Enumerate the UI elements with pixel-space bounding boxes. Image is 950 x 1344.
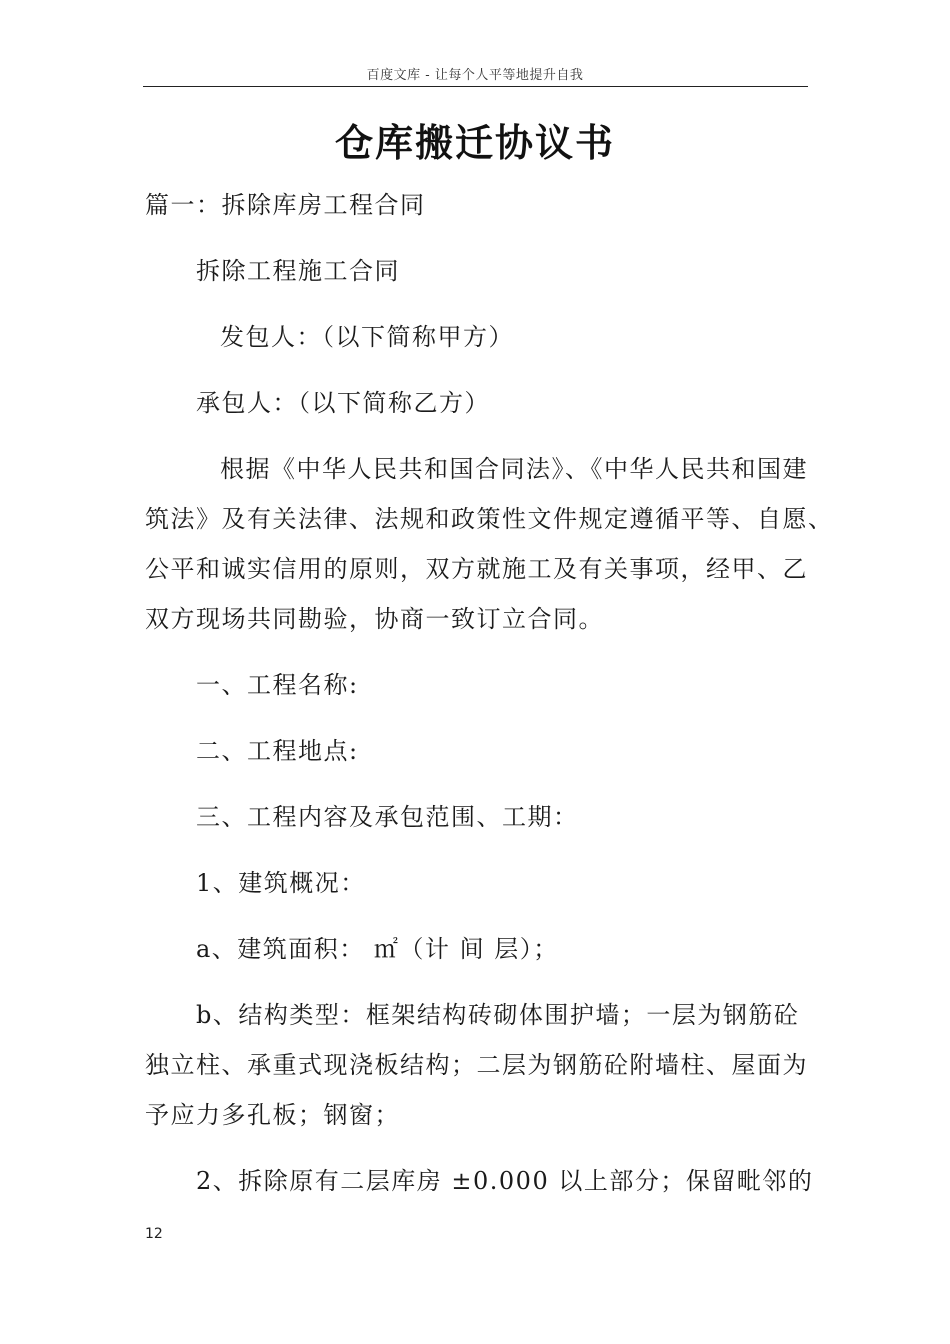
document-title: 仓库搬迁协议书 xyxy=(334,120,615,165)
page-header: 百度文库 - 让每个人平等地提升自我 xyxy=(366,68,584,83)
paragraph-line: 根据《中华人民共和国合同法》、《中华人民共和国建 xyxy=(220,455,808,483)
header-rule xyxy=(143,86,808,87)
paragraph-line: 双方现场共同勘验，协商一致订立合同。 xyxy=(145,605,604,633)
page-number: 12 xyxy=(145,1226,163,1242)
paragraph-line: 2、拆除原有二层库房 ±0.000 以上部分；保留毗邻的 xyxy=(196,1167,814,1195)
clause-project-name: 一、工程名称: xyxy=(196,671,359,699)
paragraph-line: 予应力多孔板；钢窗； xyxy=(145,1101,400,1129)
party-a-line: 发包人：（以下简称甲方） xyxy=(220,323,514,351)
section-heading: 篇一：拆除库房工程合同 xyxy=(145,191,426,219)
subclause-building-area: a、建筑面积： ㎡（计 间 层）； xyxy=(196,935,559,963)
clause-project-location: 二、工程地点: xyxy=(196,737,359,765)
paragraph-line: 筑法》及有关法律、法规和政策性文件规定遵循平等、自愿、 xyxy=(145,505,834,533)
party-b-line: 承包人：（以下简称乙方） xyxy=(196,389,490,417)
subclause-building-overview: 1、建筑概况： xyxy=(196,869,366,897)
paragraph-line: 独立柱、承重式现浇板结构；二层为钢筋砼附墙柱、屋面为 xyxy=(145,1051,808,1079)
contract-title: 拆除工程施工合同 xyxy=(196,257,400,285)
clause-project-scope: 三、工程内容及承包范围、工期： xyxy=(196,803,579,831)
paragraph-line: 公平和诚实信用的原则，双方就施工及有关事项，经甲、乙 xyxy=(145,555,808,583)
paragraph-line: b、结构类型：框架结构砖砌体围护墙；一层为钢筋砼 xyxy=(196,1001,800,1029)
